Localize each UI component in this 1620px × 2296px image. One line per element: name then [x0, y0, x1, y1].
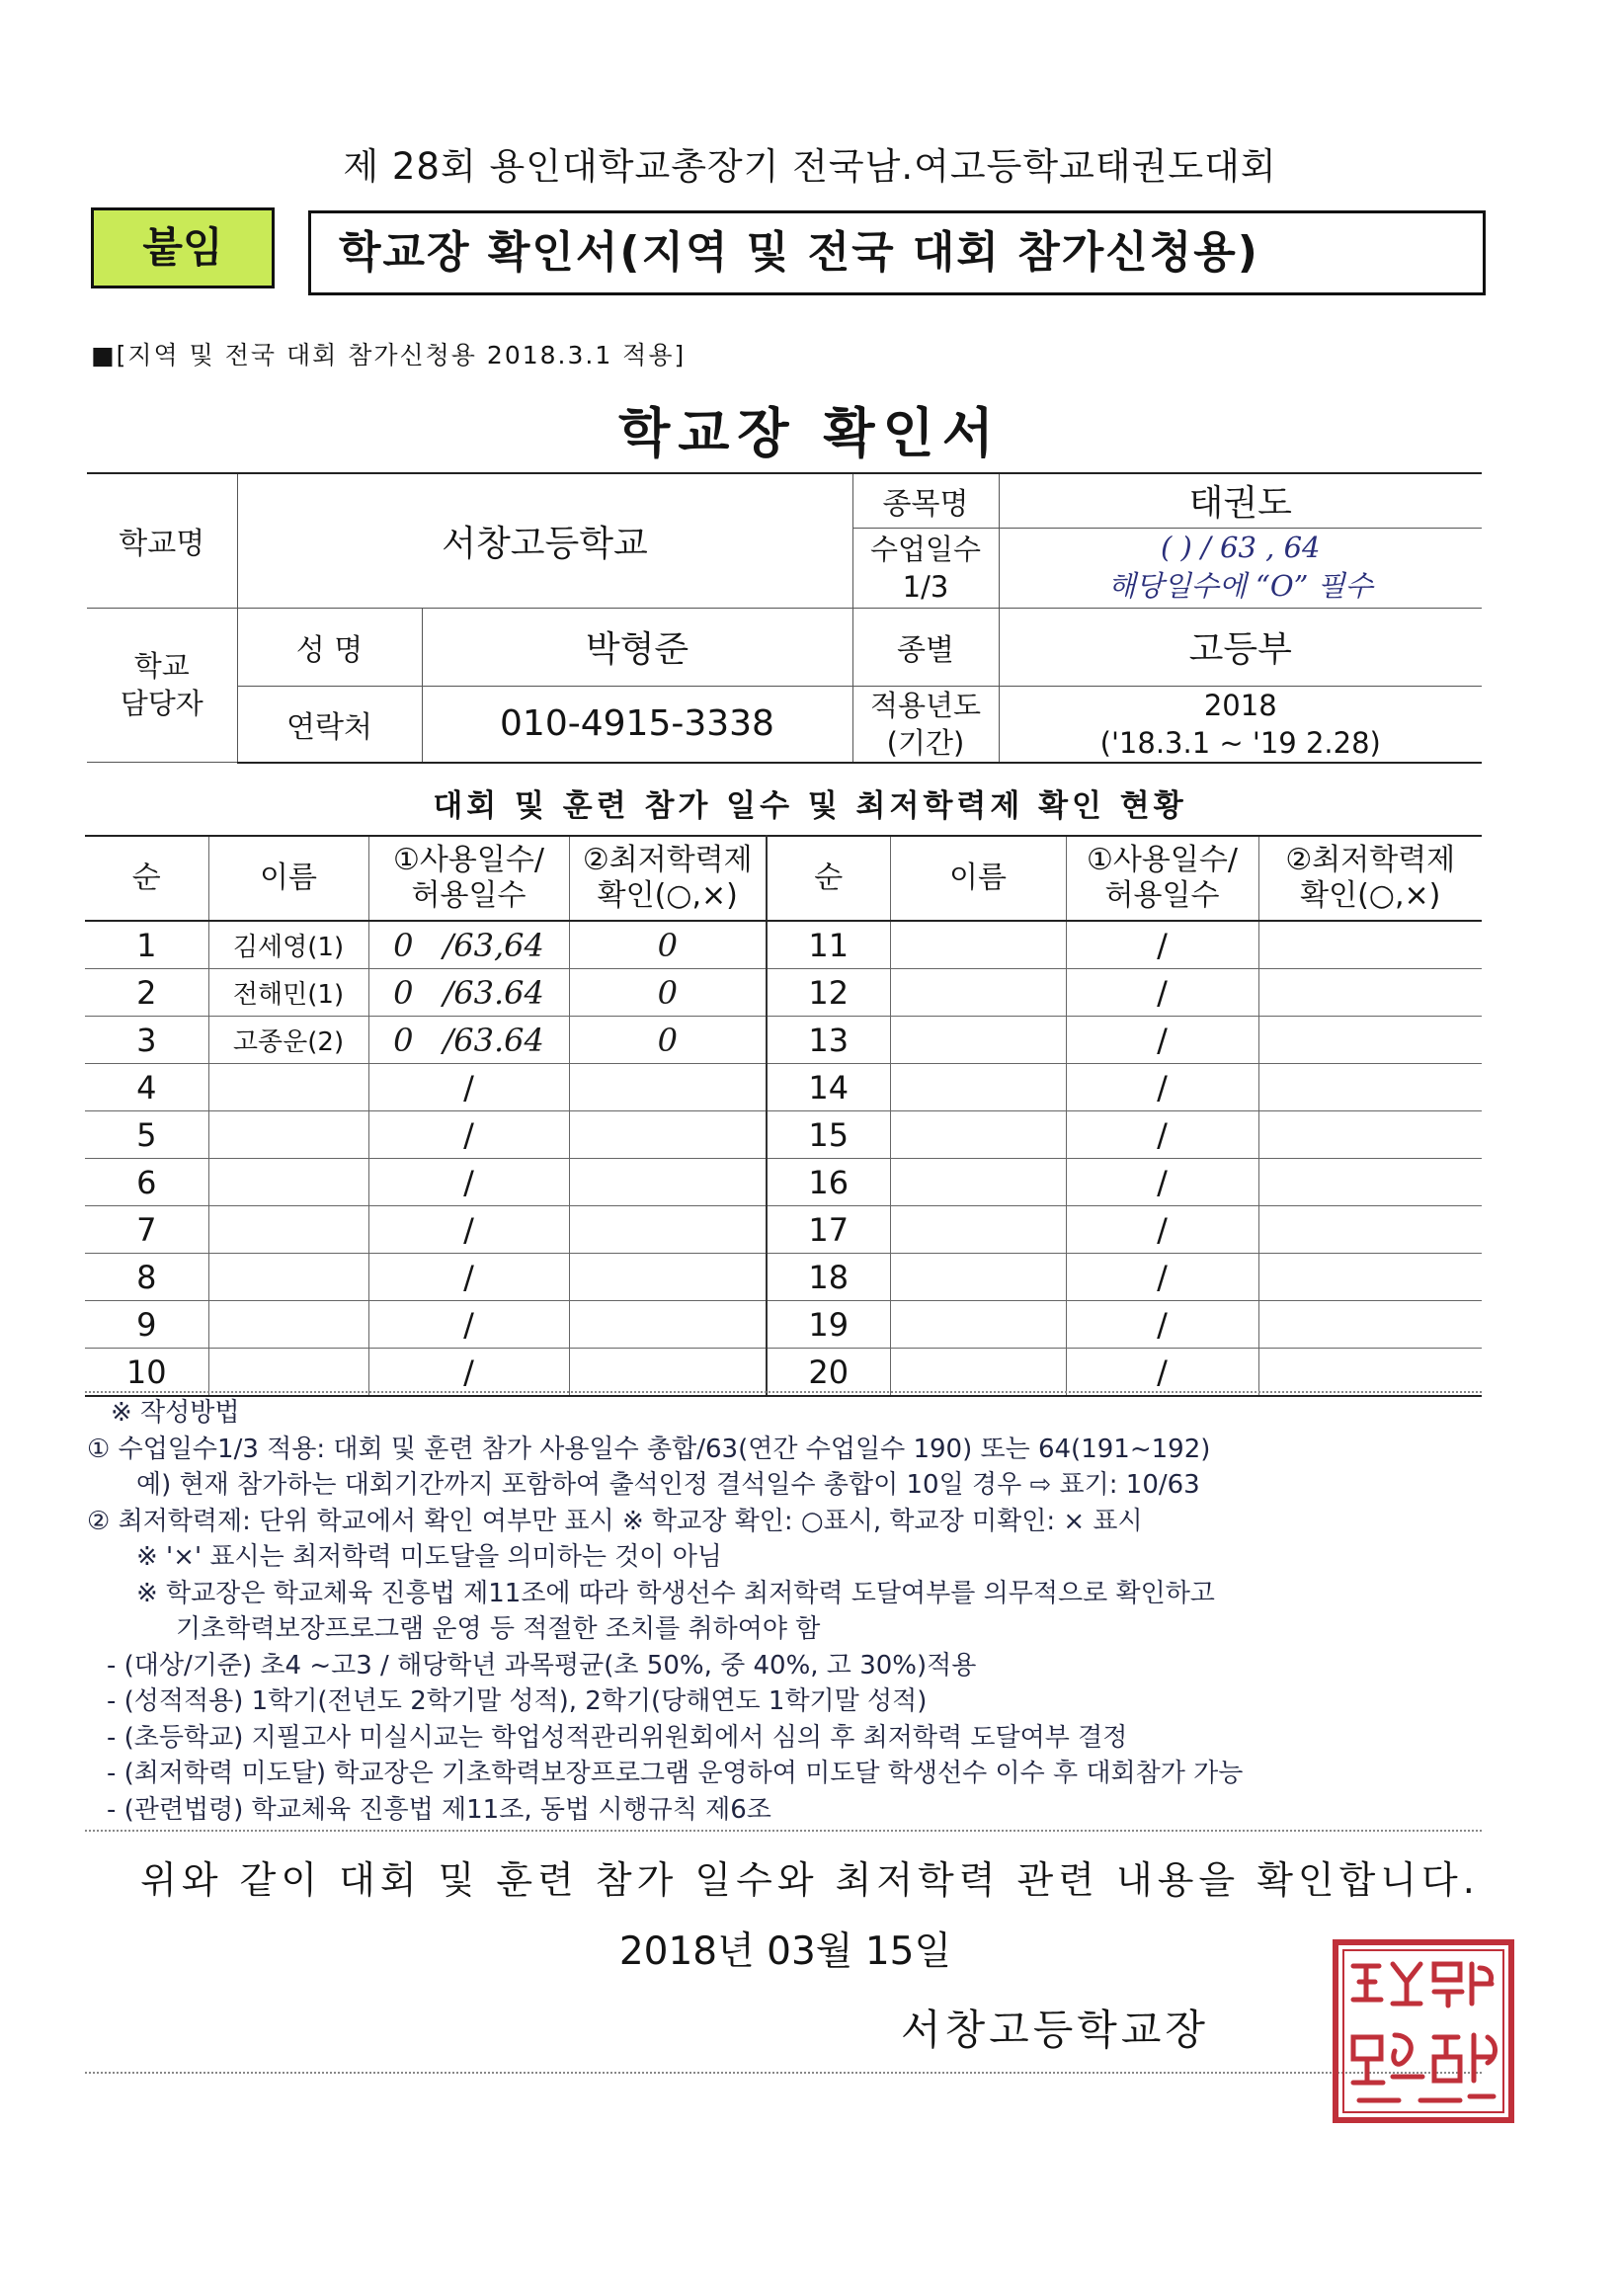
athlete-name [890, 969, 1066, 1017]
table-row [85, 1206, 1482, 1254]
guide-line: - (초등학교) 지필고사 미실시교는 학업성적관리위원회에서 심의 후 최저학력 도달여부 결정 [107, 1722, 1128, 1753]
allowed-days: / [1157, 1163, 1168, 1201]
guide-line: - (관련법령) 학교체육 진흥법 제11조, 동법 시행규칙 제6조 [107, 1794, 771, 1825]
athlete-name [890, 1159, 1066, 1206]
header-name-right: 이름 [890, 836, 1066, 921]
allowed-days: / [463, 1258, 474, 1296]
athlete-name [208, 1064, 368, 1111]
class-days-label-line1: 수업일수 [869, 532, 982, 566]
row-no: 8 [85, 1254, 208, 1301]
school-info-table [87, 472, 1482, 764]
days-cell [368, 969, 569, 1017]
athlete-name: 고종운(2) [208, 1017, 368, 1064]
header-check-line1: ②최저학력제 [582, 843, 753, 877]
allowed-days: /63.64 [443, 973, 544, 1012]
guide-line: - (대상/기준) 초4 ~고3 / 해당학년 과목평균(초 50%, 중 40%, 고 30%)적용 [107, 1650, 977, 1681]
row-no: 18 [767, 1254, 890, 1301]
allowed-days: / [1157, 1305, 1168, 1344]
used-days: 0 [393, 926, 414, 964]
guide-section [87, 1395, 1499, 1828]
row-no: 2 [85, 969, 208, 1017]
table-row [85, 1064, 1482, 1111]
academic-check [569, 1064, 767, 1111]
days-cell [1066, 1301, 1258, 1349]
days-cell [368, 921, 569, 969]
table-row [85, 921, 1482, 969]
academic-check [1258, 1206, 1482, 1254]
athlete-name [208, 1206, 368, 1254]
days-cell [1066, 1064, 1258, 1111]
year-label-line2: (기간) [886, 725, 965, 760]
days-cell [368, 1206, 569, 1254]
athlete-name [208, 1301, 368, 1349]
header-check [569, 836, 767, 921]
guide-line: - (최저학력 미도달) 학교장은 기초학력보장프로그램 운영하여 미도달 학생선수 이수 후 대회참가 가능 [107, 1759, 1244, 1788]
row-no: 4 [85, 1064, 208, 1111]
header-no: 순 [85, 836, 208, 921]
allowed-days: / [1157, 973, 1168, 1012]
academic-check [1258, 969, 1482, 1017]
academic-check [569, 1159, 767, 1206]
days-cell [368, 1017, 569, 1064]
table-row [85, 1254, 1482, 1301]
days-cell [368, 1349, 569, 1397]
row-no: 6 [85, 1159, 208, 1206]
division-value: 고등부 [999, 608, 1482, 686]
athlete-name [890, 1254, 1066, 1301]
days-cell [1066, 1159, 1258, 1206]
table-row [85, 1017, 1482, 1064]
year-period: ('18.3.1 ~ '19 2.28) [1099, 725, 1381, 760]
academic-check [569, 1301, 767, 1349]
athlete-name: 김세영(1) [208, 921, 368, 969]
row-no: 16 [767, 1159, 890, 1206]
academic-check: 0 [569, 1017, 767, 1064]
guide-line: - (성적적용) 1학기(전년도 2학기말 성적), 2학기(당해연도 1학기말 성적) [107, 1686, 928, 1716]
form-title: 학교장 확인서(지역 및 전국 대회 참가신청용) [308, 210, 1486, 295]
athlete-name: 전해민(1) [208, 969, 368, 1017]
year-label-line1: 적용년도 [869, 688, 982, 722]
allowed-days: / [463, 1353, 474, 1391]
table-row [85, 1159, 1482, 1206]
days-cell [1066, 1017, 1258, 1064]
athlete-name [890, 1017, 1066, 1064]
row-no: 7 [85, 1206, 208, 1254]
row-no: 14 [767, 1064, 890, 1111]
guide-title: ※ 작성방법 [111, 1398, 240, 1428]
guide-top-rule [85, 1391, 1482, 1393]
days-cell [368, 1301, 569, 1349]
attachment-badge: 붙임 [91, 207, 275, 288]
guide-bottom-rule [85, 1830, 1482, 1832]
allowed-days: / [1157, 1258, 1168, 1296]
athlete-name [890, 921, 1066, 969]
athlete-name [208, 1111, 368, 1159]
academic-check: 0 [569, 969, 767, 1017]
notice-line: ■[지역 및 전국 대회 참가신청용 2018.3.1 적용] [91, 341, 687, 369]
class-days-label-line2: 1/3 [902, 569, 949, 604]
header-days-line2: 허용일수 [411, 878, 526, 913]
allowed-days: / [1157, 1210, 1168, 1249]
days-cell [1066, 1254, 1258, 1301]
header-check-right [1258, 836, 1482, 921]
row-no: 3 [85, 1017, 208, 1064]
roster-header-row [85, 836, 1482, 921]
academic-check [569, 1349, 767, 1397]
table-row [85, 1301, 1482, 1349]
issue-date: 2018년 03월 15일 [618, 1929, 952, 1974]
header-check-line2: 확인(○,×) [597, 878, 738, 913]
status-title: 대회 및 훈련 참가 일수 및 최저학력제 확인 현황 [433, 788, 1187, 824]
allowed-days: / [463, 1115, 474, 1154]
row-no: 1 [85, 921, 208, 969]
footer-rule [85, 2072, 1482, 2074]
sport-label: 종목명 [852, 473, 999, 528]
name-value: 박형준 [422, 608, 852, 686]
header-name: 이름 [208, 836, 368, 921]
guide-line: ※ '×' 표시는 최저학력 미도달을 의미하는 것이 아님 [136, 1542, 722, 1572]
header-check-right-line2: 확인(○,×) [1300, 878, 1441, 913]
principal-signature-name: 서창고등학교장 [901, 2006, 1210, 2054]
academic-check [1258, 921, 1482, 969]
row-no: 15 [767, 1111, 890, 1159]
class-days-value-line: ( ) / 63 , 64 [1160, 531, 1321, 564]
row-no: 5 [85, 1111, 208, 1159]
year-value-cell [999, 686, 1482, 763]
athlete-name [890, 1349, 1066, 1397]
academic-check [1258, 1301, 1482, 1349]
allowed-days: / [1157, 1353, 1168, 1391]
school-label: 학교명 [87, 473, 237, 608]
days-cell [368, 1064, 569, 1111]
contact-label: 연락처 [237, 686, 422, 763]
academic-check [1258, 1349, 1482, 1397]
row-no: 20 [767, 1349, 890, 1397]
table-row [85, 969, 1482, 1017]
academic-check [1258, 1017, 1482, 1064]
allowed-days: / [463, 1305, 474, 1344]
days-cell [1066, 1349, 1258, 1397]
header-check-right-line1: ②최저학력제 [1285, 843, 1456, 877]
class-days-note: 해당일수에 “O” 필수 [1107, 569, 1373, 603]
academic-check [1258, 1111, 1482, 1159]
allowed-days: / [1157, 1115, 1168, 1154]
athlete-name [890, 1064, 1066, 1111]
academic-check [569, 1111, 767, 1159]
header-no-right: 순 [767, 836, 890, 921]
header-days-right-line1: ①사용일수/ [1087, 843, 1238, 877]
allowed-days: / [1157, 1021, 1168, 1059]
days-cell [368, 1111, 569, 1159]
manager-label-line2: 담당자 [120, 687, 203, 721]
days-cell [1066, 1111, 1258, 1159]
row-no: 10 [85, 1349, 208, 1397]
contact-value: 010-4915-3338 [422, 686, 852, 763]
academic-check [569, 1206, 767, 1254]
academic-check: 0 [569, 921, 767, 969]
guide-line: 기초학력보장프로그램 운영 등 적절한 조치를 취하여야 함 [176, 1614, 821, 1644]
athlete-name [208, 1159, 368, 1206]
table-row [85, 1349, 1482, 1397]
sport-value: 태권도 [999, 473, 1482, 528]
athlete-name [208, 1254, 368, 1301]
allowed-days: /63,64 [443, 926, 544, 964]
header-days-right-line2: 허용일수 [1104, 878, 1220, 913]
year-label [852, 686, 999, 763]
row-no: 11 [767, 921, 890, 969]
guide-line: ② 최저학력제: 단위 학교에서 확인 여부만 표시 ※ 학교장 확인: ○표시, 학교장 미확인: × 표시 [87, 1506, 1143, 1536]
manager-label-line1: 학교 [133, 649, 190, 684]
guide-line: 예) 현재 참가하는 대회기간까지 포함하여 출석인정 결석일수 총합이 10일 경우 ⇨ 표기: 10/63 [136, 1470, 1200, 1500]
guide-line: ① 수업일수1/3 적용: 대회 및 훈련 참가 사용일수 총합/63(연간 수업일수 190) 또는 64(191~192) [87, 1434, 1211, 1464]
used-days: 0 [393, 1021, 414, 1059]
athlete-name [890, 1111, 1066, 1159]
contest-title: 제 28회 용인대학교총장기 전국남.여고등학교태권도대회 [343, 145, 1277, 188]
guide-line: ※ 학교장은 학교체육 진흥법 제11조에 따라 학생선수 최저학력 도달여부를 의무적으로 확인하고 [136, 1578, 1215, 1608]
name-label: 성 명 [237, 608, 422, 686]
row-no: 17 [767, 1206, 890, 1254]
days-cell [1066, 969, 1258, 1017]
header-days-line1: ①사용일수/ [393, 843, 544, 877]
athlete-name [890, 1301, 1066, 1349]
athlete-name [208, 1349, 368, 1397]
athlete-name [890, 1206, 1066, 1254]
academic-check [1258, 1254, 1482, 1301]
academic-check [1258, 1064, 1482, 1111]
table-row [85, 1111, 1482, 1159]
row-no: 12 [767, 969, 890, 1017]
roster-table [85, 835, 1482, 1397]
row-no: 19 [767, 1301, 890, 1349]
school-name: 서창고등학교 [237, 473, 852, 608]
days-cell [1066, 1206, 1258, 1254]
class-days-label [852, 528, 999, 608]
header-days [368, 836, 569, 921]
row-no: 9 [85, 1301, 208, 1349]
header-days-right [1066, 836, 1258, 921]
allowed-days: / [1157, 1068, 1168, 1107]
used-days: 0 [393, 973, 414, 1012]
row-no: 13 [767, 1017, 890, 1064]
allowed-days: / [463, 1163, 474, 1201]
main-title: 학교장 확인서 [618, 402, 1002, 464]
allowed-days: / [463, 1210, 474, 1249]
allowed-days: /63.64 [443, 1021, 544, 1059]
class-days-value [999, 528, 1482, 608]
official-seal-icon [1332, 1938, 1515, 2124]
confirm-statement: 위와 같이 대회 및 훈련 참가 일수와 최저학력 관련 내용을 확인합니다. [140, 1858, 1480, 1902]
academic-check [1258, 1159, 1482, 1206]
year-value: 2018 [1203, 688, 1277, 722]
allowed-days: / [1157, 926, 1168, 964]
days-cell [1066, 921, 1258, 969]
academic-check [569, 1254, 767, 1301]
days-cell [368, 1159, 569, 1206]
days-cell [368, 1254, 569, 1301]
manager-label [87, 608, 237, 763]
division-label: 종별 [852, 608, 999, 686]
allowed-days: / [463, 1068, 474, 1107]
